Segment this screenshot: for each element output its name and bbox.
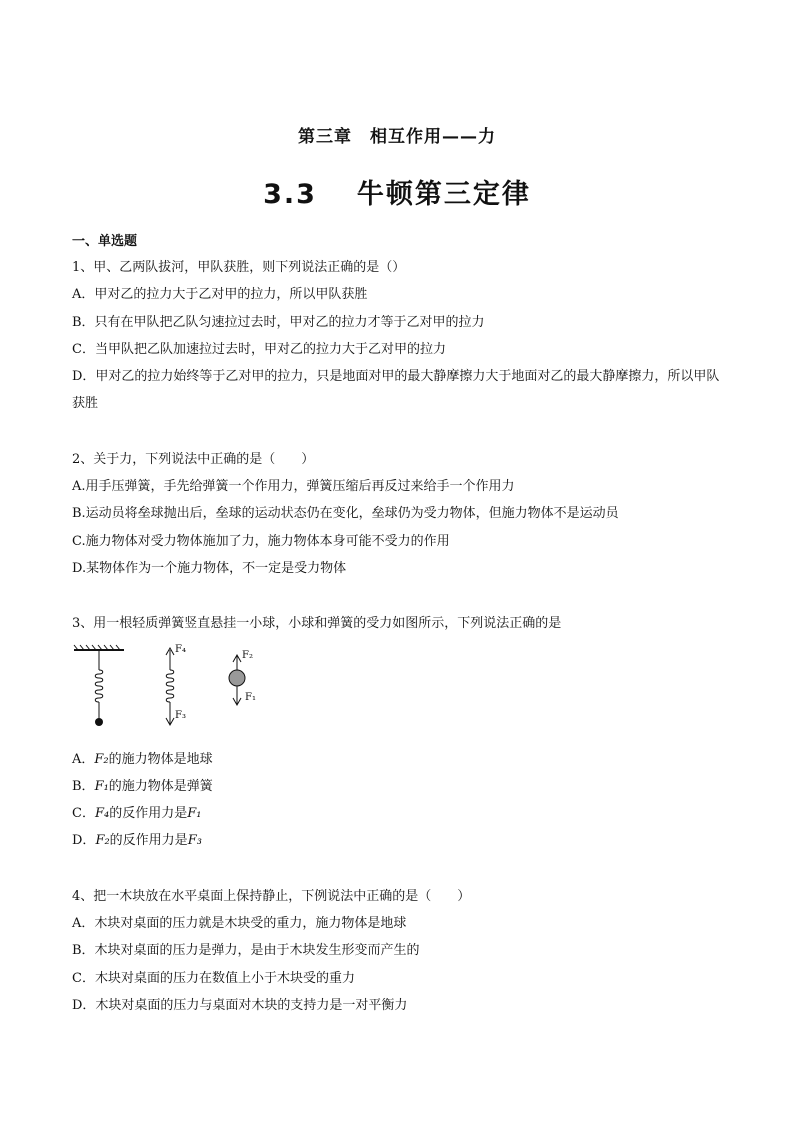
question-stem: 2、关于力，下列说法中正确的是（ ） <box>72 451 315 467</box>
force-variable: F₃ <box>187 833 202 849</box>
label-f3: F₃ <box>175 709 186 721</box>
ceiling-icon <box>74 645 124 650</box>
option-prefix: A． <box>72 751 95 767</box>
force-variable: F₁ <box>94 778 109 794</box>
question-3 <box>72 610 732 854</box>
spring-diagram <box>72 644 312 732</box>
option-a: A．甲对乙的拉力大于乙对甲的拉力，所以甲队获胜 <box>72 287 368 303</box>
question-stem: 4、把一木块放在水平桌面上保持静止，下例说法中正确的是（ ） <box>72 888 471 904</box>
option-b: B．只有在甲队把乙队匀速拉过去时，甲对乙的拉力才等于乙对甲的拉力 <box>72 314 485 330</box>
option-text: 的施力物体是弹簧 <box>108 778 213 794</box>
force-variable: F₂ <box>94 751 109 767</box>
ball-force-icon <box>229 655 245 705</box>
question-stem: 1、甲、乙两队拔河，甲队获胜，则下列说法正确的是（） <box>72 260 406 275</box>
lesson-heading <box>0 172 794 211</box>
option-a <box>72 746 732 773</box>
option-text: 的反作用力是 <box>109 833 188 849</box>
option-text: 的施力物体是地球 <box>108 751 213 767</box>
option-prefix: C． <box>72 806 95 822</box>
option-b: B.运动员将垒球抛出后，垒球的运动状态仍在变化，垒球仍为受力物体，但施力物体不是运动员 <box>72 506 619 522</box>
question-list <box>72 230 732 1019</box>
option-b: B．木块对桌面的压力是弹力，是由于木块发生形变而产生的 <box>72 943 420 959</box>
force-variable: F₄ <box>94 806 110 822</box>
option-d: D.某物体作为一个施力物体，不一定是受力物体 <box>72 560 347 576</box>
option-c: C．木块对桌面的压力在数值上小于木块受的重力 <box>72 970 355 986</box>
option-a: A.用手压弹簧，手先给弹簧一个作用力，弹簧压缩后再反过来给手一个作用力 <box>72 479 515 495</box>
ball-icon <box>95 718 103 726</box>
spring-force-icon <box>166 648 174 725</box>
option-d <box>72 827 732 854</box>
force-variable: F₁ <box>187 806 202 822</box>
label-f1: F₁ <box>245 691 256 703</box>
question-4 <box>72 883 732 1019</box>
chapter-heading: 第三章 相互作用——力 <box>298 127 496 147</box>
option-c: C.施力物体对受力物体施加了力，施力物体本身可能不受力的作用 <box>72 533 450 549</box>
option-b <box>72 773 732 800</box>
spring-force-figure <box>72 644 312 732</box>
option-c: C．当甲队把乙队加速拉过去时，甲对乙的拉力大于乙对甲的拉力 <box>72 341 446 357</box>
question-1 <box>72 254 732 418</box>
option-c <box>72 800 732 827</box>
hanging-spring-icon <box>95 650 103 726</box>
option-text: 的反作用力是 <box>109 806 188 822</box>
question-stem: 3、用一根轻质弹簧竖直悬挂一小球，小球和弹簧的受力如图所示，下列说法正确的是 <box>72 616 562 632</box>
option-prefix: D． <box>72 833 96 849</box>
lesson-number: 3.3 <box>263 179 317 210</box>
label-f2: F₂ <box>242 649 253 661</box>
label-f4: F₄ <box>175 643 186 655</box>
option-d: D．木块对桌面的压力与桌面对木块的支持力是一对平衡力 <box>72 997 408 1013</box>
lesson-title: 牛顿第三定律 <box>356 179 531 210</box>
question-2 <box>72 446 732 582</box>
section-title: 一、单选题 <box>72 234 138 249</box>
option-a: A．木块对桌面的压力就是木块受的重力，施力物体是地球 <box>72 916 407 932</box>
option-prefix: B． <box>72 778 95 794</box>
option-d: D．甲对乙的拉力始终等于乙对甲的拉力，只是地面对甲的最大静摩擦力大于地面对乙的最大静摩擦力，所以甲队获胜 <box>72 369 720 412</box>
force-variable: F₂ <box>95 833 110 849</box>
